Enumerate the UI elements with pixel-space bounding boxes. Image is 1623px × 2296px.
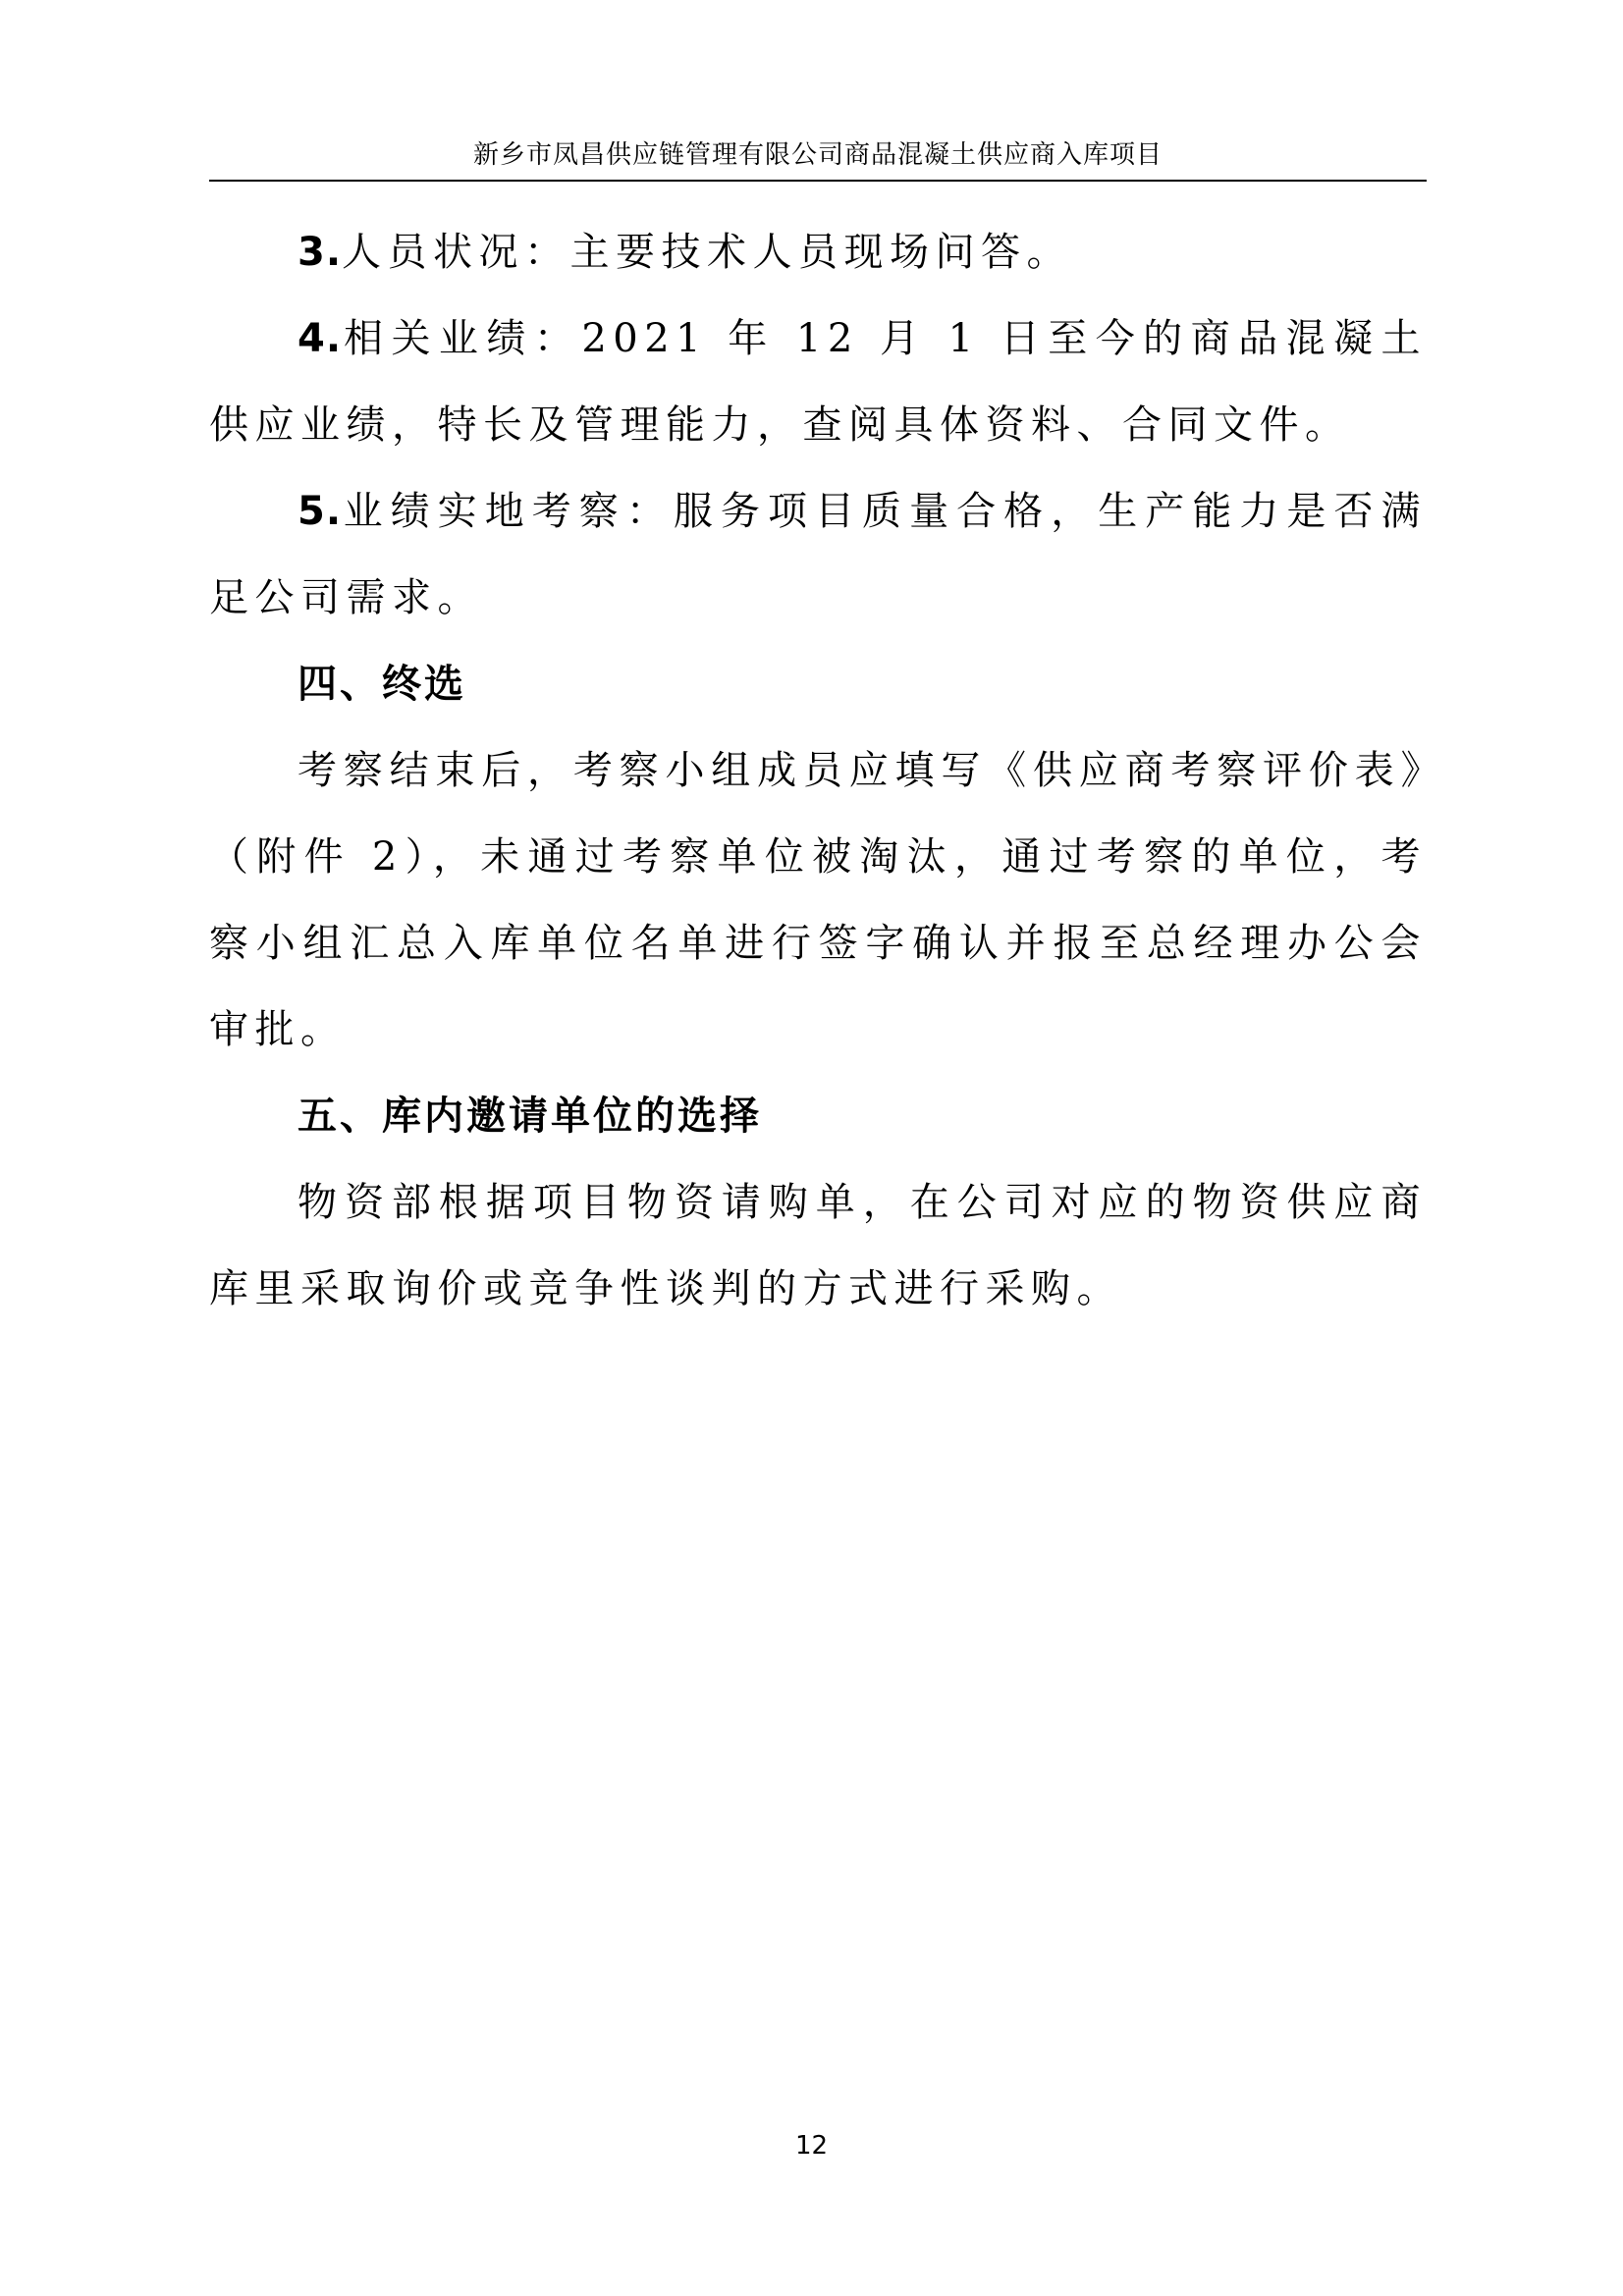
item-text: 人员状况：主要技术人员现场问答。	[342, 230, 1073, 275]
page-number: 12	[794, 2131, 829, 2161]
document-body	[209, 209, 1427, 1332]
section-body-invited-units: 物资部根据项目物资请购单，在公司对应的物资供应商库里采取询价或竞争性谈判的方式进行采购。	[209, 1180, 1427, 1311]
running-header: 新乡市凤昌供应链管理有限公司商品混凝土供应商入库项目	[472, 140, 1163, 170]
item-3-personnel	[209, 209, 1427, 295]
section-heading-final-selection: 四、终选	[298, 662, 466, 707]
item-4-performance	[209, 295, 1427, 468]
item-number: 4.	[298, 316, 343, 361]
section-body-final-selection: 考察结束后，考察小组成员应填写《供应商考察评价表》（附件 2），未通过考察单位被淘汰，通过考察的单位，考察小组汇总入库单位名单进行签字确认并报至总经理办公会审批。	[209, 748, 1427, 1052]
item-text: 相关业绩：2021 年 12 月 1 日至今的商品混凝土供应业绩，特长及管理能力，查阅具体资料、合同文件。	[209, 316, 1427, 448]
item-text: 业绩实地考察：服务项目质量合格，生产能力是否满足公司需求。	[209, 489, 1427, 620]
item-number: 3.	[298, 230, 343, 275]
header-rule	[209, 180, 1427, 182]
item-number: 5.	[298, 489, 343, 534]
section-heading-invited-units: 五、库内邀请单位的选择	[298, 1094, 762, 1139]
item-5-site-inspection	[209, 468, 1427, 641]
